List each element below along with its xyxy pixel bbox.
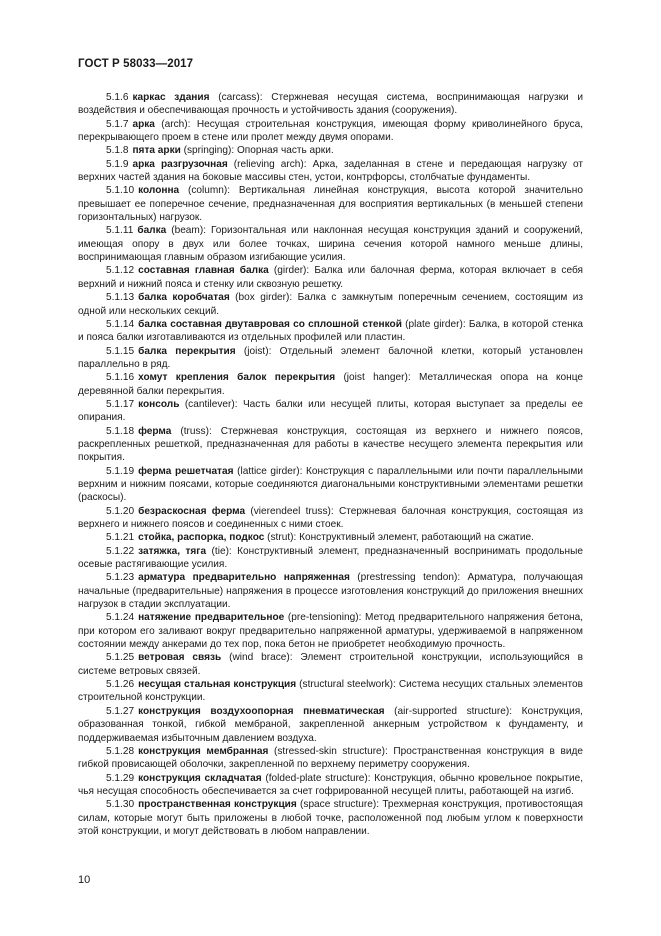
- definition-entry: [78, 144, 583, 157]
- clause-number: 5.1.8: [106, 145, 129, 157]
- definition-text: (tie): Конструктивный элемент, предназначенный воспринимать продольные осевые растягивающие усилия.: [78, 545, 583, 571]
- clause-number: 5.1.28: [106, 745, 135, 757]
- definition-text: (joist hanger): Металлическая опора на конце деревянной балки перекрытия.: [78, 372, 583, 397]
- definition-entry: [78, 531, 583, 544]
- clause-number: 5.1.11: [106, 225, 134, 237]
- definitions-list: [78, 91, 583, 838]
- clause-number: 5.1.23: [106, 572, 135, 584]
- clause-number: 5.1.9: [106, 158, 129, 170]
- term: арка: [132, 118, 155, 130]
- definition-text: (stressed-skin structure): Пространственная конструкция в виде гибкой провисающей оболочки, закрепленной по верхнему периметру сооружения.: [78, 745, 583, 771]
- definition-entry: [78, 505, 583, 532]
- definition-text: (joist): Отдельный элемент балочной клетки, который установлен параллельно в ряд.: [78, 345, 583, 370]
- definition-text: (relieving arch): Арка, заделанная в стене и передающая нагрузку от верхних частей здания на боковые массивы стен, устои, контрфорсы, столбчатые фундаменты.: [78, 158, 583, 184]
- definition-entry: [78, 651, 583, 678]
- term: несущая стальная конструкция: [138, 679, 297, 691]
- definition-text: (cantilever): Часть балки или несущей плиты, которая выступает за пределы ее опирания.: [78, 398, 583, 424]
- definition-entry: [78, 745, 583, 772]
- definition-text: (truss): Стержневая конструкция, состоящая из верхнего и нижнего поясов, раскрепленных решеткой, предназначенная для работы в качестве несущего элемента перекрытия или покрытия.: [78, 425, 583, 464]
- clause-number: 5.1.19: [106, 465, 135, 477]
- definition-entry: [78, 224, 583, 264]
- term: натяжение предварительное: [138, 612, 285, 624]
- clause-number: 5.1.7: [106, 118, 129, 130]
- definition-entry: [78, 318, 583, 345]
- term: консоль: [138, 398, 180, 410]
- term: балка: [137, 225, 167, 237]
- definition-text: (pre-tensioning): Метод предварительного напряжения бетона, при котором его заливают вокруг предварительно напряженной арматуры, удерживаемой в напряженном состоянии между анкерами до тех пор, пока бетон не приобретет необходимую прочность.: [78, 612, 583, 651]
- clause-number: 5.1.24: [106, 612, 135, 624]
- clause-number: 5.1.22: [106, 545, 135, 557]
- definition-entry: [78, 264, 583, 291]
- term: балка составная двутавровая со сплошной стенкой: [138, 318, 402, 330]
- definition-text: (column): Вертикальная линейная конструкция, высота которой значительно превышает ее поперечное сечение, предназначенная для восприятия вертикальных (в меньшей степени горизонтальных) нагрузок.: [78, 185, 583, 224]
- clause-number: 5.1.17: [106, 398, 135, 410]
- definition-text: (vierendeel truss): Стержневая балочная конструкция, состоящая из верхнего и нижнего поясов и соединенных с ними стоек.: [78, 505, 583, 530]
- clause-number: 5.1.25: [106, 652, 135, 664]
- term: хомут крепления балок перекрытия: [138, 372, 336, 384]
- definition-text: (space structure): Трехмерная конструкция, противостоящая силам, которые могут быть приложены в любой точке, расположенной под любым углом к поверхности этой конструкции, и могут действовать в любом направлении.: [78, 799, 583, 837]
- term: конструкция складчатая: [138, 772, 262, 784]
- definition-entry: [78, 118, 583, 145]
- definition-entry: [78, 345, 583, 372]
- definition-text: (air-supported structure): Конструкция, образованная тонкой, гибкой мембраной, закрепленной анкерным устройством к фундаменту, и поддерживаемая избыточным давлением воздуха.: [78, 705, 583, 744]
- term: пространственная конструкция: [138, 799, 297, 811]
- definition-text: (box girder): Балка с замкнутым поперечным сечением, состоящим из одной или нескольких секций.: [78, 292, 583, 317]
- clause-number: 5.1.27: [106, 705, 135, 717]
- term: ветровая связь: [138, 652, 222, 664]
- clause-number: 5.1.10: [106, 185, 135, 197]
- term: ферма решетчатая: [138, 465, 234, 477]
- definition-entry: [78, 398, 583, 425]
- term: арка разгрузочная: [132, 158, 228, 170]
- page-number: 10: [78, 874, 91, 886]
- clause-number: 5.1.6: [106, 92, 129, 103]
- definition-entry: [78, 91, 583, 118]
- definition-entry: [78, 184, 583, 224]
- term: ферма: [138, 425, 172, 437]
- definition-text: (wind brace): Элемент строительной конструкции, использующийся в системе ветровых связей.: [78, 652, 583, 677]
- definition-text: (beam): Горизонтальная или наклонная несущая конструкция зданий и сооружений, имеющая опору в двух или более точках, ширина сечения которой намного меньше длины, воспринимающая главным образом изгибающие усилия.: [78, 225, 583, 264]
- term: конструкция воздухоопорная пневматическая: [138, 705, 385, 717]
- definition-entry: [78, 705, 583, 745]
- definition-text: (girder): Балка или балочная ферма, которая включает в себя верхний и нижний пояса и стенку или сквозную решетку.: [78, 265, 583, 290]
- term: каркас здания: [132, 92, 210, 103]
- clause-number: 5.1.13: [106, 292, 135, 304]
- definition-text: (plate girder): Балка, в которой стенка и пояса балки изготавливаются из отдельных профилей или пластин.: [78, 318, 584, 344]
- term: арматура предварительно напряженная: [138, 572, 350, 584]
- clause-number: 5.1.30: [106, 799, 135, 811]
- definition-text: (springing): Опорная часть арки.: [180, 145, 334, 157]
- definition-text: (folded-plate structure): Конструкция, обычно кровельное покрытие, чья несущая способность обеспечивается за счет гофрированной несущей плиты, работающей на изгиб.: [78, 772, 583, 797]
- definition-entry: [78, 425, 583, 465]
- definition-text: (prestressing tendon): Арматура, получающая начальные (предварительные) напряжения в процессе изготовления конструкций до приложения внешних нагрузок в стадии эксплуатации.: [78, 572, 583, 611]
- term: балка перекрытия: [138, 345, 236, 357]
- clause-number: 5.1.16: [106, 372, 135, 384]
- clause-number: 5.1.29: [106, 772, 135, 784]
- term: стойка, распорка, подкос: [138, 532, 265, 544]
- clause-number: 5.1.12: [106, 265, 135, 277]
- definition-entry: [78, 571, 583, 611]
- definition-entry: [78, 465, 583, 505]
- term: конструкция мембранная: [138, 745, 269, 757]
- term: балка коробчатая: [138, 292, 230, 304]
- term: колонна: [138, 185, 180, 197]
- document-header: ГОСТ Р 58033—2017: [78, 58, 194, 70]
- clause-number: 5.1.15: [106, 345, 135, 357]
- definition-text: (carcass): Стержневая несущая система, воспринимающая нагрузки и воздействия и обеспечивающая прочность и устойчивость здания (сооружения).: [78, 92, 583, 117]
- definition-text: (lattice girder): Конструкция с параллельными или почти параллельными верхним и нижним поясами, которые соединяются диагональными конструктивными элементами решетки (раскосы).: [78, 465, 584, 504]
- definition-entry: [78, 611, 583, 651]
- term: пята арки: [132, 145, 181, 157]
- clause-number: 5.1.20: [106, 505, 135, 517]
- clause-number: 5.1.26: [106, 679, 135, 691]
- definition-text: (strut): Конструктивный элемент, работающий на сжатие.: [264, 532, 534, 544]
- clause-number: 5.1.14: [106, 318, 135, 330]
- definition-text: (arch): Несущая строительная конструкция, имеющая форму криволинейного бруса, перекрывающего проем в стене или пролет между двумя опорами.: [78, 118, 583, 144]
- term: составная главная балка: [138, 265, 269, 277]
- term: затяжка, тяга: [138, 545, 207, 557]
- definition-entry: [78, 158, 583, 185]
- definition-text: (structural steelwork): Система несущих стальных элементов строительной конструкции.: [78, 679, 583, 704]
- clause-number: 5.1.18: [106, 425, 135, 437]
- clause-number: 5.1.21: [106, 532, 135, 544]
- definition-entry: [78, 678, 583, 705]
- definition-entry: [78, 291, 583, 318]
- term: безраскосная ферма: [138, 505, 246, 517]
- definition-entry: [78, 371, 583, 398]
- definition-entry: [78, 772, 583, 799]
- definition-entry: [78, 545, 583, 572]
- definition-entry: [78, 798, 583, 838]
